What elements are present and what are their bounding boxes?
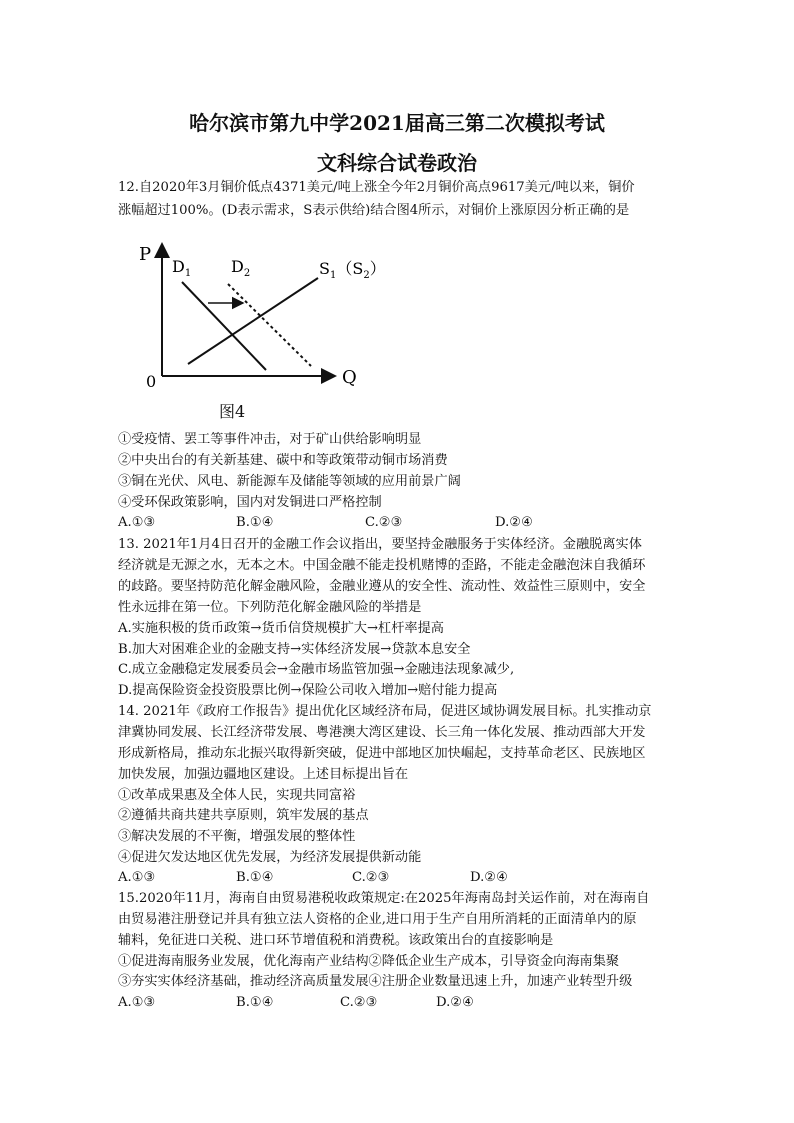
q14-item: ①改革成果惠及全体人民，实现共同富裕	[118, 788, 356, 803]
q12-stem-line: 12.自2020年3月铜价低点4371美元/吨上涨全今年2月铜价高点9617美元/吨以来，铜价	[118, 180, 635, 195]
q13-stem-line: 的歧路。要坚持防范化解金融风险，金融业遵从的安全性、流动性、效益性三原则中，安全	[118, 579, 646, 594]
q12-stem-line: 涨幅超过100%。(D表示需求，S表示供给)结合图4所示，对铜价上涨原因分析正确的是	[118, 203, 630, 218]
q15-stem-line: 由贸易港注册登记并具有独立法人资格的企业,进口用于生产自用所消耗的正面清单内的原	[118, 912, 637, 927]
q15-stem-line: 15.2020年11月，海南自由贸易港税收政策规定:在2025年海南岛封关运作前，对在海南自	[118, 891, 650, 906]
origin-label: 0	[146, 372, 157, 391]
q15-item: ①促进海南服务业发展，优化海南产业结构②降低企业生产成本，引导资金向海南集聚	[118, 954, 620, 969]
q12-item: ②中央出台的有关新基建、碳中和等政策带动铜市场消费	[118, 453, 448, 468]
option-d[interactable]: D.②④	[495, 515, 533, 530]
q13-option[interactable]: B.加大对困难企业的金融支持→实体经济发展→贷款本息安全	[118, 642, 471, 657]
q13-option[interactable]: D.提高保险资金投资股票比例→保险公司收入增加→赔付能力提高	[118, 683, 498, 698]
q14-options	[118, 868, 698, 888]
q15-stem-line: 辅料，免征进口关税、进口环节增值税和消费税。该政策出台的直接影响是	[118, 933, 554, 948]
option-a[interactable]: A.①③	[118, 870, 156, 885]
s-curve	[188, 278, 318, 364]
d1-label: $D_1$	[172, 257, 192, 279]
q-axis-label: Q	[342, 367, 357, 388]
q13-stem-line: 性永远排在第一位。下列防范化解金融风险的举措是	[118, 600, 422, 615]
q15-options	[118, 993, 698, 1013]
q13-stem-line: 13. 2021年1月4日召开的金融工作会议指出，要坚持金融服务于实体经济。金融脱离实体	[118, 537, 642, 552]
q13-stem-line: 经济就是无源之水，无本之木。中国金融不能走投机赌博的歪路，不能走金融泡沫自我循环	[118, 558, 646, 573]
option-d[interactable]: D.②④	[470, 870, 508, 885]
option-c[interactable]: C.②③	[352, 870, 390, 885]
p-axis-label: P	[139, 244, 152, 265]
page-title: 哈尔滨市第九中学2021届高三第二次模拟考试	[189, 111, 605, 135]
q12-item: ③铜在光伏、风电、新能源车及储能等领域的应用前景广阔	[118, 474, 461, 489]
option-b[interactable]: B.①④	[236, 515, 274, 530]
q14-stem-line: 14. 2021年《政府工作报告》提出优化区域经济布局，促进区域协调发展目标。扎实推动京	[118, 704, 652, 719]
option-b[interactable]: B.①④	[236, 995, 274, 1010]
q12-item: ①受疫情、罢工等事件冲击，对于矿山供给影响明显	[118, 432, 422, 447]
d2-curve	[228, 284, 311, 366]
q14-stem-line: 形成新格局，推动东北振兴取得新突破，促进中部地区加快崛起，支持革命老区、民族地区	[118, 746, 646, 761]
q15-item: ③夯实实体经济基础，推动经济高质量发展④注册企业数量迅速上升，加速产业转型升级	[118, 974, 633, 989]
q13-option[interactable]: A.实施积极的货币政策→货币信贷规模扩大→杠杆率提高	[118, 621, 444, 636]
q13-option[interactable]: C.成立金融稳定发展委员会→金融市场监管加强→金融违法现象减少,	[118, 662, 515, 677]
q14-stem-line: 加快发展，加强边疆地区建设。上述目标提出旨在	[118, 767, 409, 782]
option-a[interactable]: A.①③	[118, 515, 156, 530]
d1-curve	[182, 282, 266, 370]
option-c[interactable]: C.②③	[365, 515, 403, 530]
page-subtitle: 文科综合试卷政治	[317, 151, 477, 175]
option-a[interactable]: A.①③	[118, 995, 156, 1010]
q12-item: ④受环保政策影响，国内对发铜进口严格控制	[118, 495, 382, 510]
q14-item: ③解决发展的不平衡，增强发展的整体性	[118, 829, 356, 844]
q14-stem-line: 津冀协同发展、长江经济带发展、粤港澳大湾区建设、长三角一体化发展、推动西部大开发	[118, 725, 646, 740]
d2-label: $D_2$	[231, 257, 251, 279]
q12-options	[118, 513, 698, 533]
option-b[interactable]: B.①④	[236, 870, 274, 885]
option-c[interactable]: C.②③	[340, 995, 378, 1010]
figure-caption: 图4	[219, 402, 246, 421]
s-label: $S_1(S_2)$	[319, 259, 386, 281]
option-d[interactable]: D.②④	[436, 995, 474, 1010]
q14-item: ②遵循共商共建共享原则，筑牢发展的基点	[118, 808, 369, 823]
q14-item: ④促进欠发达地区优先发展，为经济发展提供新动能	[118, 850, 422, 865]
supply-demand-figure	[130, 236, 386, 396]
